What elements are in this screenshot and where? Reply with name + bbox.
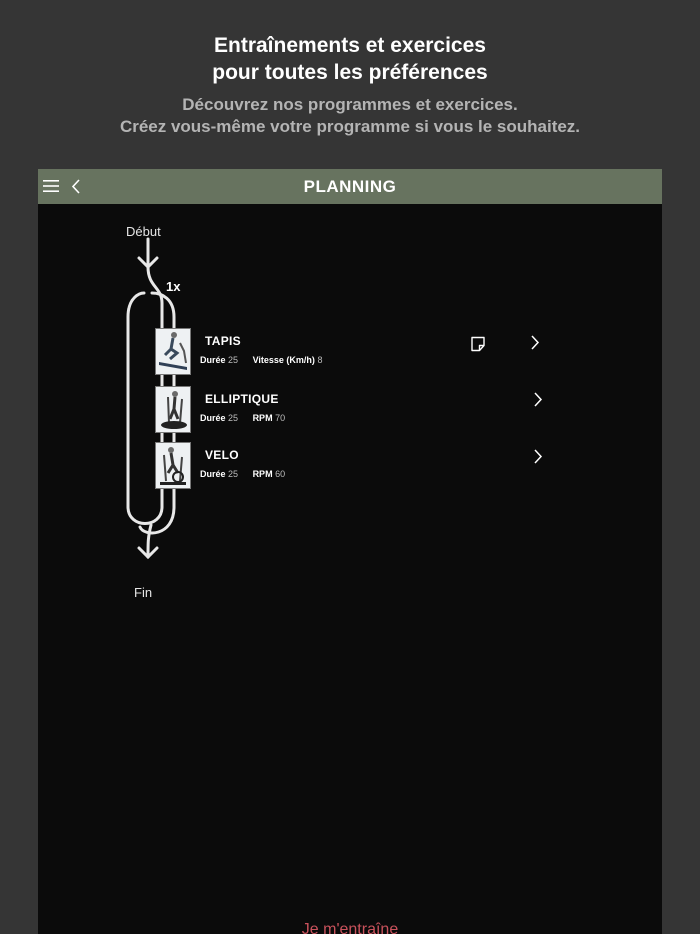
chevron-right-icon[interactable]: [530, 334, 540, 351]
stat-value: 25: [228, 355, 239, 365]
exercise-thumbnail: [155, 386, 191, 433]
treadmill-image-icon: [156, 329, 190, 374]
promo-subline: [0, 94, 700, 138]
stat-value: 25: [228, 413, 239, 423]
stat-label: Vitesse (Km/h): [252, 355, 315, 365]
exercise-row-tapis[interactable]: [155, 328, 555, 376]
exercise-row-elliptique[interactable]: [155, 386, 555, 434]
chevron-left-icon[interactable]: [70, 178, 82, 195]
exercise-name: ELLIPTIQUE: [205, 392, 279, 406]
exercise-thumbnail: [155, 328, 191, 375]
exercise-row-velo[interactable]: [155, 442, 555, 490]
headline-line-2: pour toutes les préférences: [212, 61, 488, 84]
repeat-count-label: 1x: [166, 279, 181, 294]
bike-image-icon: [156, 443, 190, 488]
stat-label: RPM: [252, 413, 273, 423]
stat-value: 8: [317, 355, 323, 365]
elliptical-image-icon: [156, 387, 190, 432]
subline-line-1: Découvrez nos programmes et exercices.: [182, 95, 518, 114]
page-title: PLANNING: [303, 177, 397, 196]
top-bar: [38, 169, 662, 204]
note-icon[interactable]: [470, 336, 486, 352]
exercise-stats: [200, 355, 322, 365]
stat-label: RPM: [252, 469, 273, 479]
app-screen: [38, 169, 662, 934]
exercise-thumbnail: [155, 442, 191, 489]
exercise-stats: [200, 413, 285, 423]
hamburger-menu-icon[interactable]: [43, 179, 59, 193]
exercise-stats: [200, 469, 285, 479]
exercise-name: VELO: [205, 448, 239, 462]
stat-label: Durée: [200, 469, 226, 479]
stat-value: 70: [275, 413, 286, 423]
chevron-right-icon[interactable]: [533, 391, 543, 408]
stat-label: Durée: [200, 413, 226, 423]
subline-line-2: Créez vous-même votre programme si vous le souhaitez.: [119, 117, 581, 136]
stat-label: Durée: [200, 355, 226, 365]
start-training-button[interactable]: Je m'entraîne: [301, 921, 399, 934]
flow-start-label: Début: [126, 224, 161, 239]
exercise-name: TAPIS: [205, 334, 241, 348]
headline-line-1: Entraînements et exercices: [214, 34, 486, 57]
stat-value: 60: [275, 469, 286, 479]
flow-end-label: Fin: [134, 585, 153, 600]
chevron-right-icon[interactable]: [533, 448, 543, 465]
promo-headline: [0, 32, 700, 86]
stat-value: 25: [228, 469, 239, 479]
